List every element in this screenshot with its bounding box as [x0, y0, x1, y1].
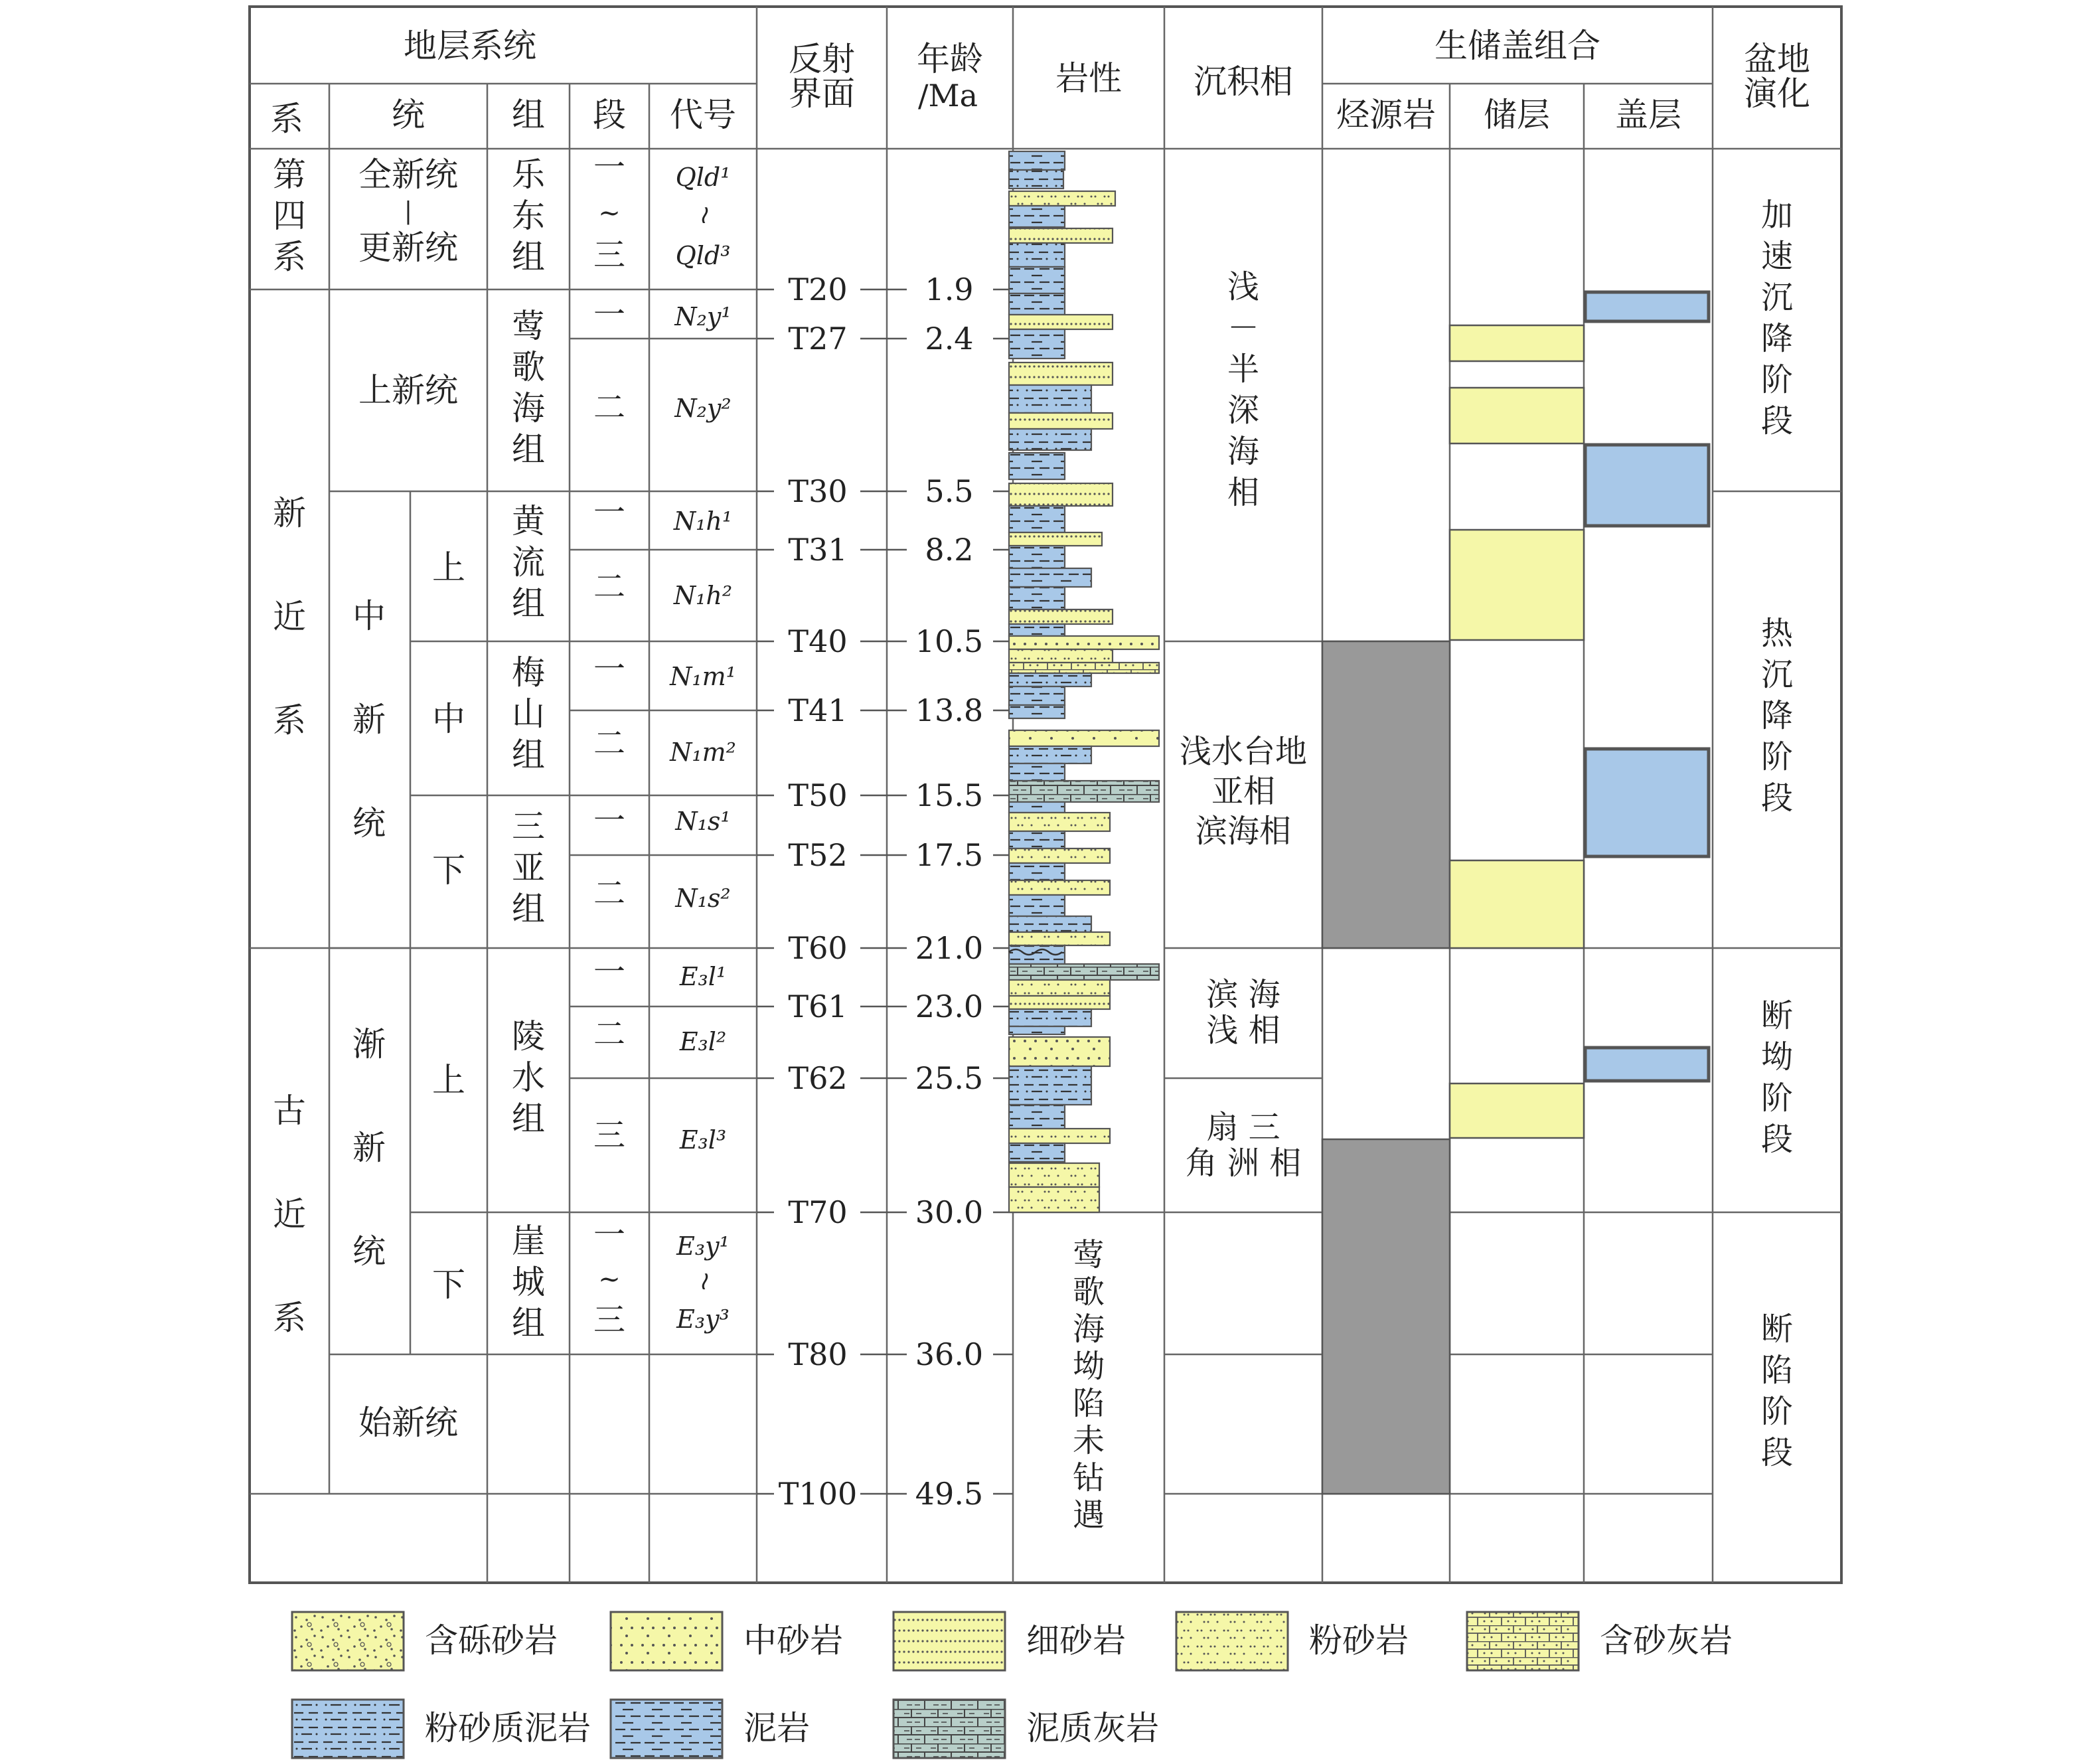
member-label-12: 二	[593, 1016, 626, 1053]
facies-fan-delta-line-1: 角 洲 相	[1185, 1145, 1302, 1182]
reflector-label-T60: T60	[788, 930, 848, 966]
member-label-6: 二	[593, 568, 626, 605]
reflector-label-T70: T70	[788, 1194, 848, 1230]
reflector-label-T62: T62	[788, 1060, 848, 1096]
code-label-0: Qld¹	[675, 163, 731, 192]
system-neogene	[273, 494, 306, 740]
lithology-bed-49	[1009, 1066, 1091, 1105]
cap-rock-block-4	[1585, 1048, 1709, 1081]
formation-yacheng	[512, 1222, 545, 1342]
age-label-T80: 36.0	[915, 1336, 984, 1372]
basin-stage-rift-text: 断陷阶段	[1760, 1311, 1794, 1471]
lithology-bed-44	[1009, 980, 1110, 996]
age-label-T60: 21.0	[915, 930, 984, 966]
formation-lingshui	[512, 1017, 545, 1138]
facies-littoral-line-1: 浅 相	[1206, 1012, 1280, 1049]
header-assemblage: 生储盖组合	[1434, 27, 1600, 65]
lithology-bed-11	[1009, 385, 1091, 413]
lithology-bed-16	[1009, 506, 1065, 532]
age-label-T40: 10.5	[915, 623, 984, 659]
legend-label-silty-mudstone: 粉砂质泥岩	[425, 1709, 591, 1747]
header-code: 代号	[670, 96, 736, 134]
lithology-bed-9	[1009, 329, 1065, 359]
code-label-4: N₂y²	[674, 394, 732, 423]
member-label-3: 一	[593, 296, 626, 333]
facies-littoral-line-0: 滨 海	[1206, 976, 1280, 1013]
legend-label-pebbly-sandstone: 含砾砂岩	[425, 1621, 558, 1660]
subseries-label-1: 中	[432, 700, 465, 738]
cap-rock-block-3	[1585, 749, 1709, 856]
member-label-2: 三	[593, 236, 626, 274]
lithology-bed-31	[1009, 763, 1065, 781]
lithology-bed-13	[1009, 429, 1091, 450]
series-miocene	[352, 597, 386, 842]
legend	[292, 1612, 1733, 1758]
lithology-bed-23	[1009, 636, 1159, 649]
lithology-bed-21	[1009, 609, 1113, 624]
lithology-bed-36	[1009, 848, 1110, 863]
legend-label-siltstone: 粉砂岩	[1309, 1621, 1409, 1660]
reservoir-block-4	[1450, 860, 1584, 948]
reservoir-block-2	[1450, 388, 1584, 443]
age-label-T100: 49.5	[915, 1476, 984, 1512]
lithology-bed-15	[1009, 483, 1113, 506]
member-label-5: 一	[593, 494, 626, 531]
subseries-label-3: 上	[432, 1061, 465, 1099]
legend-swatch-sandy-limestone	[1467, 1612, 1579, 1670]
code-label-5: N₁h¹	[673, 507, 733, 536]
member-label-8: 二	[593, 725, 626, 762]
lithology-bed-24	[1009, 649, 1113, 663]
member-label-4: 二	[593, 389, 626, 426]
lithology-bed-51	[1009, 1129, 1110, 1143]
lithology-bed-52	[1009, 1143, 1065, 1162]
lithology-bed-26	[1009, 673, 1091, 686]
series-label-2: 更新统	[358, 228, 458, 267]
member-label-15: ~	[598, 1264, 621, 1295]
reflector-label-T50: T50	[788, 777, 848, 813]
system-quaternary	[273, 155, 306, 276]
member-label-13: 三	[593, 1117, 626, 1154]
cap-rock-block-2	[1585, 445, 1709, 526]
lithology-bed-48	[1009, 1037, 1110, 1066]
code-label-8: N₁m²	[670, 738, 736, 767]
subseries-label-0: 上	[432, 548, 465, 587]
header-reflector-2: 界面	[789, 74, 855, 113]
system-neogene-text: 新近系	[273, 494, 306, 740]
legend-swatch-siltstone	[1176, 1612, 1288, 1670]
lithology-bed-28	[1009, 705, 1065, 718]
member-label-9: 一	[593, 802, 626, 839]
header-stratigraphy: 地层系统	[404, 27, 536, 65]
reflector-label-T20: T20	[788, 272, 848, 307]
system-paleogene	[273, 1091, 306, 1337]
member-label-0: 一	[593, 149, 626, 186]
lithology-bed-19	[1009, 568, 1091, 587]
lithology-bed-33	[1009, 802, 1065, 813]
series-label-4: 始新统	[358, 1403, 458, 1442]
legend-item-mudstone	[611, 1700, 810, 1758]
legend-label-medium-sandstone: 中砂岩	[743, 1621, 843, 1660]
age-label-T27: 2.4	[925, 321, 974, 357]
basin-stage-fault-depression-text: 断坳阶段	[1760, 997, 1794, 1158]
header-facies: 沉积相	[1194, 62, 1293, 101]
formation-ledong-text: 乐东组	[512, 155, 545, 276]
lithology-bed-41	[1009, 932, 1110, 945]
series-miocene-text: 中新统	[352, 597, 386, 842]
member-label-14: 一	[593, 1216, 626, 1253]
formation-sanya-text: 三亚组	[512, 807, 545, 928]
lithology-bed-14	[1009, 453, 1065, 479]
age-label-T31: 8.2	[925, 532, 974, 568]
lithology-bed-37	[1009, 863, 1065, 880]
lithology-bed-38	[1009, 880, 1110, 895]
facies-platform-line-0: 浅水台地	[1179, 733, 1308, 770]
lithology-bed-18	[1009, 546, 1065, 568]
system-paleogene-text: 古近系	[273, 1091, 306, 1337]
formation-meishan-text: 梅山组	[512, 653, 545, 774]
reflector-label-T80: T80	[788, 1336, 848, 1372]
age-label-T52: 17.5	[915, 837, 984, 873]
lithology-bed-5	[1009, 243, 1065, 267]
lithology-bed-45	[1009, 996, 1110, 1009]
series-label-3: 上新统	[358, 371, 458, 410]
lithology-bed-27	[1009, 686, 1065, 705]
lithology-bed-35	[1009, 831, 1065, 848]
code-label-9: N₁s¹	[675, 807, 731, 836]
system-quaternary-text: 第四系	[273, 155, 306, 276]
series-oligocene	[352, 1025, 386, 1271]
facies-shallow-deep-marine-text: 浅－半深海相	[1227, 268, 1260, 511]
formation-meishan	[512, 653, 545, 774]
legend-swatch-fine-sandstone	[893, 1612, 1005, 1670]
lithology-bed-32	[1009, 781, 1159, 802]
legend-item-fine-sandstone	[893, 1612, 1126, 1670]
code-label-13: E₃l³	[679, 1125, 727, 1155]
lithology-bed-54	[1009, 1187, 1099, 1212]
code-label-3: N₂y¹	[674, 302, 732, 331]
header-member: 段	[593, 96, 626, 134]
legend-label-sandy-limestone: 含砂灰岩	[1600, 1621, 1733, 1660]
reflector-label-T27: T27	[788, 321, 848, 357]
reservoir-block-3	[1450, 530, 1584, 640]
code-label-11: E₃l¹	[679, 962, 727, 991]
code-label-6: N₁h²	[673, 581, 733, 610]
header-reservoir: 储层	[1484, 96, 1550, 134]
lithology-bed-25	[1009, 663, 1159, 673]
facies-platform-line-2: 滨海相	[1195, 813, 1292, 850]
subseries-label-4: 下	[432, 1265, 465, 1304]
header-basin-1: 盆地	[1744, 40, 1810, 78]
lithology-bed-6	[1009, 267, 1065, 293]
lithology-bed-2	[1009, 191, 1115, 206]
age-label-T20: 1.9	[925, 272, 974, 307]
legend-item-argillaceous-limestone	[893, 1700, 1159, 1758]
lithology-bed-53	[1009, 1163, 1099, 1187]
lithology-bed-8	[1009, 315, 1113, 329]
basin-stage-thermal-text: 热沉降阶段	[1760, 615, 1794, 817]
legend-swatch-silty-mudstone	[292, 1700, 404, 1758]
legend-label-mudstone: 泥岩	[743, 1709, 810, 1747]
code-label-2: Qld³	[675, 241, 731, 270]
legend-item-pebbly-sandstone	[292, 1612, 558, 1670]
legend-swatch-argillaceous-limestone	[893, 1700, 1005, 1758]
member-label-7: 一	[593, 651, 626, 688]
legend-swatch-pebbly-sandstone	[292, 1612, 404, 1670]
code-label-7: N₁m¹	[670, 662, 736, 691]
reflector-label-T41: T41	[788, 692, 848, 728]
formation-yacheng-text: 崖城组	[512, 1222, 545, 1342]
member-label-1: ~	[598, 198, 621, 228]
lithology-bed-39	[1009, 895, 1065, 916]
code-label-14: E₃y¹	[676, 1232, 730, 1261]
code-label-15: ≀	[698, 1266, 708, 1295]
lithology-bed-50	[1009, 1105, 1065, 1129]
legend-item-medium-sandstone	[611, 1612, 843, 1670]
series-label-0: 全新统	[358, 155, 458, 194]
legend-label-fine-sandstone: 细砂岩	[1026, 1621, 1126, 1660]
header-cap-rock: 盖层	[1615, 96, 1681, 134]
header-series: 统	[392, 96, 425, 134]
lithology-bed-12	[1009, 413, 1113, 429]
subseries-label-2: 下	[432, 851, 465, 890]
lithology-bed-43	[1009, 964, 1159, 980]
legend-item-sandy-limestone	[1467, 1612, 1733, 1670]
reflector-label-T100: T100	[778, 1476, 858, 1512]
facies-platform-line-1: 亚相	[1211, 773, 1276, 810]
legend-swatch-mudstone	[611, 1700, 722, 1758]
lithology-bed-4	[1009, 228, 1113, 243]
lithology-bed-0	[1009, 151, 1065, 170]
formation-huangliu	[512, 502, 546, 623]
legend-item-siltstone	[1176, 1612, 1409, 1670]
formation-huangliu-text: 黄流组	[512, 502, 545, 623]
header-reflector-1: 反射	[789, 40, 855, 78]
source-rock-block-2	[1322, 1139, 1450, 1494]
header-basin-2: 演化	[1744, 74, 1810, 113]
header-system: 系	[270, 100, 303, 138]
lithology-bed-20	[1009, 587, 1065, 609]
reservoir-block-1	[1450, 325, 1584, 361]
lithology-bed-34	[1009, 813, 1110, 831]
lithology-bed-3	[1009, 206, 1065, 227]
reflector-label-T61: T61	[788, 989, 848, 1024]
cap-rock-block-1	[1585, 292, 1709, 321]
age-label-T70: 30.0	[915, 1194, 984, 1230]
basin-stage-accelerated-text: 加速沉降阶段	[1760, 197, 1794, 440]
lithology-undrilled-note-text: 莺歌海坳陷未钻遇	[1072, 1236, 1105, 1534]
lithology-bed-46	[1009, 1009, 1091, 1026]
age-label-T50: 15.5	[915, 777, 984, 813]
reservoir-block-5	[1450, 1083, 1584, 1138]
formation-ledong	[512, 155, 546, 276]
lithology-bed-22	[1009, 624, 1065, 636]
header-age-2: /Ma	[917, 78, 978, 114]
legend-swatch-medium-sandstone	[611, 1612, 722, 1670]
lithology-undrilled-note	[1073, 1236, 1105, 1534]
code-label-16: E₃y³	[676, 1305, 730, 1334]
age-label-T61: 23.0	[915, 989, 984, 1024]
lithology-bed-30	[1009, 746, 1091, 763]
header-source-rock: 烃源岩	[1336, 96, 1436, 134]
age-label-T41: 13.8	[915, 692, 984, 728]
code-label-10: N₁s²	[675, 884, 731, 913]
lithology-bed-47	[1009, 1026, 1065, 1034]
reflector-label-T30: T30	[788, 473, 848, 509]
lithology-bed-29	[1009, 730, 1159, 746]
member-label-11: 一	[593, 953, 626, 991]
legend-item-silty-mudstone	[292, 1700, 591, 1758]
source-rock-block-1	[1322, 641, 1450, 948]
series-label-1: |	[404, 198, 413, 225]
lithology-bed-7	[1009, 293, 1065, 315]
member-label-16: 三	[593, 1301, 626, 1338]
lithology-bed-40	[1009, 916, 1091, 932]
formation-sanya	[512, 807, 545, 928]
formation-yinggehai-text: 莺歌海组	[512, 307, 545, 469]
header-lithology: 岩性	[1055, 59, 1122, 98]
facies-fan-delta-line-0: 扇 三	[1206, 1109, 1280, 1146]
member-label-10: 二	[593, 875, 626, 912]
reflector-label-T52: T52	[788, 837, 848, 873]
code-label-1: ≀	[698, 200, 708, 229]
basin-stage-thermal	[1761, 615, 1794, 817]
code-label-12: E₃l²	[679, 1027, 727, 1056]
age-label-T30: 5.5	[925, 473, 974, 509]
lithology-bed-10	[1009, 362, 1113, 385]
reflector-label-T31: T31	[788, 532, 848, 568]
header-formation: 组	[512, 96, 545, 134]
lithology-bed-17	[1009, 532, 1102, 546]
lithology-bed-1	[1009, 170, 1063, 189]
formation-lingshui-text: 陵水组	[512, 1017, 545, 1138]
reflector-label-T40: T40	[788, 623, 848, 659]
header-age-1: 年龄	[917, 40, 983, 78]
series-oligocene-text: 渐新统	[352, 1025, 386, 1271]
age-label-T62: 25.5	[915, 1060, 984, 1096]
legend-label-argillaceous-limestone: 泥质灰岩	[1026, 1709, 1159, 1747]
